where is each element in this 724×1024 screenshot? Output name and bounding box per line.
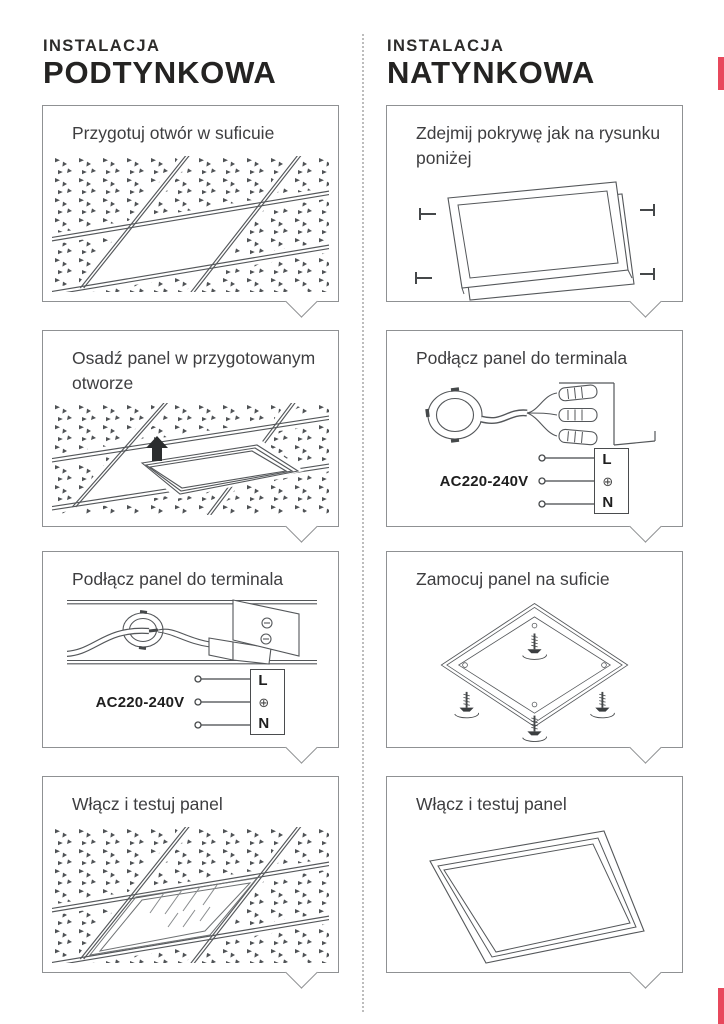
step-card-remove-cover bbox=[386, 105, 683, 302]
step-instruction: Zamocuj panel na suficie bbox=[416, 569, 610, 589]
step-instruction: Podłącz panel do terminala bbox=[416, 348, 628, 368]
page-edge-red-mark-top bbox=[718, 57, 724, 90]
screw-icon bbox=[455, 692, 479, 718]
ceiling-grid-hole-illustration bbox=[52, 156, 329, 292]
left-column-title bbox=[43, 38, 277, 89]
ac-terminal-diagram bbox=[387, 446, 682, 516]
cover-removal-illustration bbox=[396, 178, 673, 302]
panel-screws-illustration bbox=[396, 594, 673, 744]
column-podtynkowa bbox=[42, 0, 339, 1024]
title-instalacja: INSTALACJA bbox=[387, 37, 505, 55]
title-podtynkowa: PODTYNKOWA bbox=[43, 55, 277, 91]
step-card-connect-terminal bbox=[42, 551, 339, 748]
mounted-panel-illustration bbox=[396, 823, 673, 965]
column-natynkowa bbox=[386, 0, 683, 1024]
pin-earth: ⊕ bbox=[602, 473, 614, 489]
right-column-title bbox=[387, 38, 595, 89]
page-edge-red-mark-bottom bbox=[718, 988, 724, 1024]
ac-terminal-diagram bbox=[43, 667, 338, 737]
column-divider bbox=[362, 34, 364, 1012]
step-instruction: Osadź panel w przygotowanym otworze bbox=[72, 348, 316, 393]
step-instruction: Podłącz panel do terminala bbox=[72, 569, 284, 589]
step-instruction: Zdejmij pokrywę jak na rysunku poniżej bbox=[416, 123, 661, 168]
ac-wires-icon bbox=[537, 448, 595, 514]
step-card-prepare-hole bbox=[42, 105, 339, 302]
pin-neutral: N bbox=[258, 715, 270, 732]
panel-into-hole-illustration bbox=[52, 403, 329, 515]
pin-neutral: N bbox=[602, 494, 614, 511]
step-instruction: Włącz i testuj panel bbox=[416, 794, 567, 814]
wire-connectors bbox=[558, 384, 597, 445]
step-instruction: Włącz i testuj panel bbox=[72, 794, 223, 814]
ac-wires-icon bbox=[193, 669, 251, 735]
step-card-insert-panel bbox=[42, 330, 339, 527]
terminal-pin-box bbox=[594, 448, 629, 514]
title-natynkowa: NATYNKOWA bbox=[387, 55, 596, 91]
step-card-test-panel bbox=[42, 776, 339, 973]
pin-live: L bbox=[602, 451, 612, 468]
ac-voltage-label: AC220-240V bbox=[439, 472, 529, 490]
pin-earth: ⊕ bbox=[258, 694, 270, 710]
screw-icon bbox=[591, 692, 615, 718]
step-instruction: Przygotuj otwór w suficuie bbox=[72, 123, 275, 143]
ac-voltage-label: AC220-240V bbox=[95, 693, 185, 711]
pin-live: L bbox=[258, 672, 268, 689]
cable-terminal-illustration bbox=[67, 598, 317, 672]
title-instalacja: INSTALACJA bbox=[43, 37, 161, 55]
lit-panel-grid-illustration bbox=[52, 827, 329, 963]
step-card-test-panel bbox=[386, 776, 683, 973]
step-card-mount-panel bbox=[386, 551, 683, 748]
step-card-connect-terminal bbox=[386, 330, 683, 527]
cable-gland bbox=[428, 391, 482, 439]
cable-gland-connectors-illustration bbox=[409, 379, 659, 451]
terminal-pin-box bbox=[250, 669, 285, 735]
